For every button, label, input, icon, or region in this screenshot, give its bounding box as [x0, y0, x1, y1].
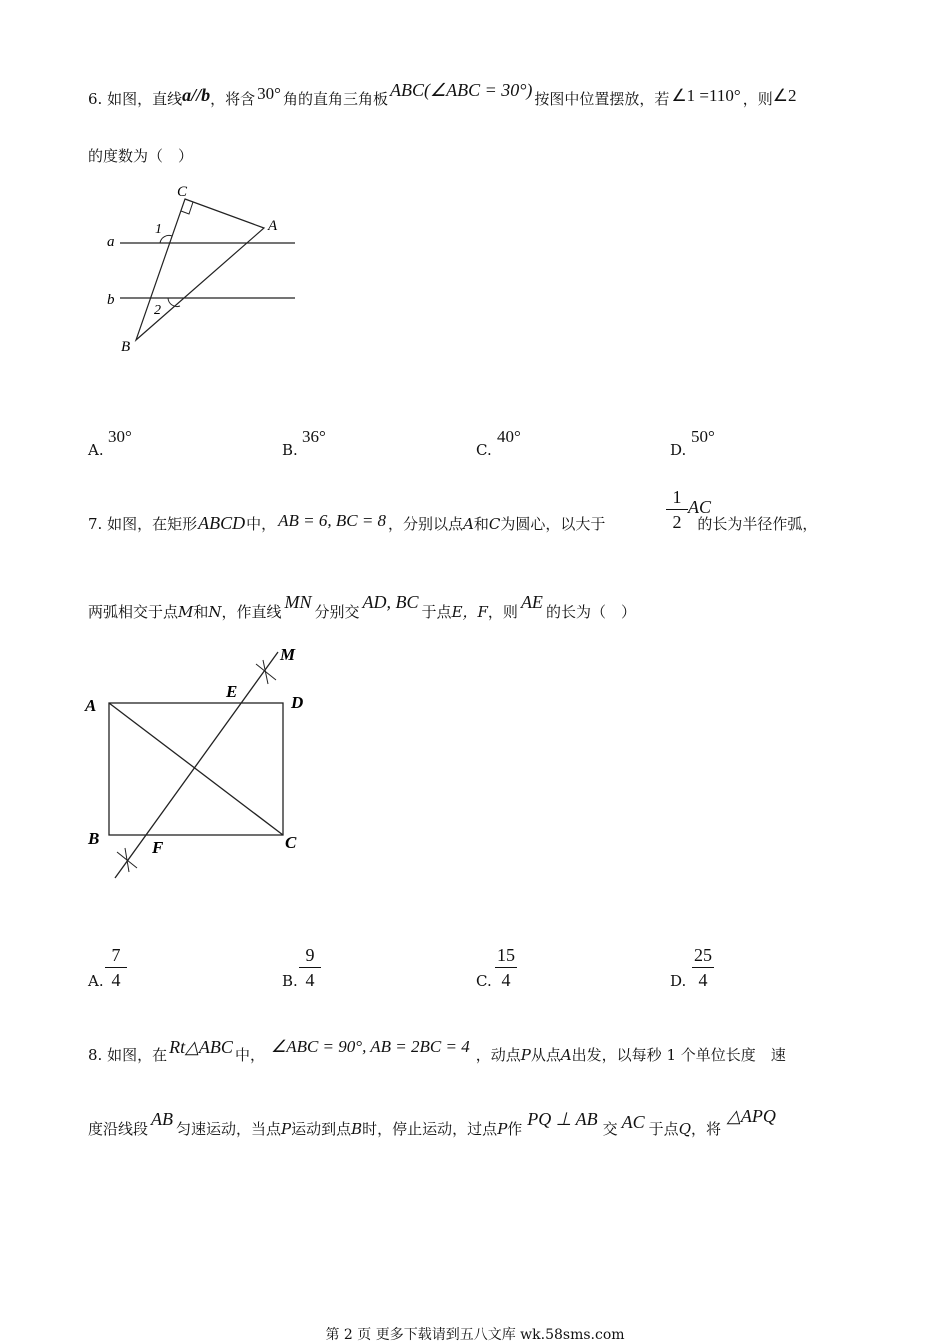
q8-point-p: P: [520, 1046, 531, 1064]
q8-text: 从点: [530, 1046, 561, 1064]
label-B: B: [121, 339, 131, 355]
q7-option-b-letter[interactable]: B.: [282, 972, 298, 990]
fraction-denominator: 4: [111, 970, 121, 990]
fraction-bar: [666, 509, 688, 510]
q8-perp: PQ ⊥ AB: [527, 1109, 598, 1129]
q6-option-a-value: 30°: [108, 427, 132, 446]
q8-text: 运动到点: [291, 1120, 352, 1138]
q7-text: ，则: [487, 603, 518, 621]
q8-ac: AC: [621, 1112, 645, 1132]
q7-text: 分别交: [314, 603, 360, 621]
label-A: A: [85, 696, 97, 715]
q7-text: 的长为（ ）: [545, 603, 636, 621]
label-b: b: [107, 292, 115, 308]
fraction-numerator: 25: [694, 945, 712, 965]
fraction-denominator: 4: [501, 970, 511, 990]
q6-stem-line2: 的度数为（ ）: [88, 147, 194, 165]
q8-stem-line1: [88, 1037, 786, 1065]
q7-points-ef: E，F: [451, 603, 488, 621]
q8-text: 8. 如图，在: [88, 1046, 168, 1064]
q8-point-p: P: [497, 1120, 508, 1138]
fraction-denominator: 2: [672, 512, 682, 532]
q8-rt-triangle: Rt△ABC: [169, 1037, 233, 1057]
q8-ab: AB: [151, 1109, 174, 1129]
q7-option-d-fraction: [690, 944, 716, 991]
q8-text: 作: [507, 1120, 523, 1138]
q6-option-c-value: 40°: [497, 427, 521, 446]
q7-point-n: N: [208, 603, 222, 621]
q8-text: 出发，以每秒 1 个单位长度 速: [571, 1046, 786, 1064]
q7-adbc: AD, BC: [362, 592, 419, 612]
q7-text: 于点: [421, 603, 452, 621]
q7-mn: MN: [284, 592, 312, 612]
q6-parallel-expr: a//b: [182, 85, 211, 105]
q6-option-a-letter[interactable]: A.: [88, 441, 104, 459]
q6-angle30: 30°: [257, 84, 281, 103]
q7-text: ，作直线: [221, 603, 282, 621]
q6-option-c-letter[interactable]: C.: [476, 441, 492, 459]
q8-text: ，将: [691, 1120, 722, 1138]
q7-text: 7. 如图，在矩形: [88, 515, 198, 533]
q7-point-a: A: [463, 515, 474, 533]
label-B: B: [88, 829, 100, 848]
q8-given: ∠ABC = 90°, AB = 2BC = 4: [270, 1037, 470, 1056]
q7-stem-line2: [88, 592, 636, 622]
q7-figure: [80, 640, 320, 890]
q7-text: 两弧相交于点: [88, 603, 179, 621]
q7-option-d-letter[interactable]: D.: [670, 972, 687, 990]
q8-text: 度沿线段: [88, 1120, 149, 1138]
q6-text: 角的直角三角板: [282, 90, 388, 108]
fraction-denominator: 4: [305, 970, 315, 990]
label-2: 2: [154, 303, 161, 318]
fraction-denominator: 4: [698, 970, 708, 990]
q7-rect-name: ABCD: [198, 513, 246, 533]
q7-text: 的长为半径作弧，: [697, 515, 818, 533]
q6-figure: [100, 180, 310, 360]
label-F: F: [152, 838, 164, 857]
q6-text: ，将含: [210, 90, 256, 108]
q7-option-c-fraction: [493, 944, 519, 991]
q7-text: 和: [193, 603, 209, 621]
q8-triangle-apq: △APQ: [727, 1106, 776, 1126]
q8-point-b: B: [351, 1120, 363, 1138]
label-1: 1: [155, 222, 162, 237]
fraction-numerator: 9: [305, 945, 315, 965]
q6-triangle-expr: ABC(∠ABC = 30°): [389, 80, 533, 100]
q6-text: ，则: [742, 90, 773, 108]
q6-text: 6. 如图，直线: [88, 90, 183, 108]
q8-text: ，动点: [475, 1046, 521, 1064]
fraction-numerator: 7: [111, 945, 121, 965]
label-C: C: [285, 833, 297, 852]
q7-point-m: M: [178, 603, 194, 621]
q7-option-b-fraction: [297, 944, 323, 991]
q8-text: 交: [602, 1120, 618, 1138]
q6-option-b-value: 36°: [302, 427, 326, 446]
q7-half-fraction: [664, 486, 690, 533]
label-A: A: [268, 218, 278, 234]
fraction-bar: [299, 967, 321, 968]
q8-stem-line2: [88, 1106, 776, 1139]
q6-angle2: ∠2: [772, 86, 797, 105]
q8-text: 匀速运动，当点: [176, 1120, 282, 1138]
fraction-bar: [495, 967, 517, 968]
fraction-bar: [105, 967, 127, 968]
q7-option-a-letter[interactable]: A.: [88, 972, 104, 990]
q7-option-c-letter[interactable]: C.: [476, 972, 492, 990]
q6-option-d-value: 50°: [691, 427, 715, 446]
q7-text: ，分别以点: [388, 515, 464, 533]
triangle-abc: [136, 199, 264, 340]
label-D: D: [291, 693, 304, 712]
q7-option-a-fraction: [103, 944, 129, 991]
q8-point-q: Q: [678, 1120, 691, 1138]
q8-text: 中，: [234, 1046, 265, 1064]
fraction-bar: [692, 967, 714, 968]
q7-ac: AC: [688, 497, 712, 517]
q7-ae: AE: [520, 592, 543, 612]
q6-angle1: ∠1 =110°: [671, 86, 741, 105]
label-C: C: [177, 184, 188, 200]
q7-text: 和: [473, 515, 489, 533]
q7-text: 中，: [246, 515, 277, 533]
q8-text: 于点: [648, 1120, 679, 1138]
q6-text: 按图中位置摆放，若: [534, 90, 670, 108]
angle2-arc: [168, 298, 180, 307]
q6-option-d-letter[interactable]: D.: [670, 441, 687, 459]
q7-text: 为圆心，以大于: [500, 515, 606, 533]
q7-given: AB = 6, BC = 8: [278, 511, 387, 530]
q7-point-c: C: [488, 515, 501, 533]
label-E: E: [226, 682, 238, 701]
q8-point-a: A: [560, 1046, 572, 1064]
fraction-numerator: 15: [497, 945, 515, 965]
label-a: a: [107, 234, 115, 250]
diagonal-ac: [109, 703, 283, 835]
line-mn: [115, 652, 278, 878]
q8-point-p: P: [281, 1120, 292, 1138]
page-footer: 第 2 页 更多下载请到五八文库 wk.58sms.com: [325, 1327, 625, 1343]
q6-stem-line1: [88, 80, 797, 109]
q8-text: 时，停止运动，过点: [362, 1120, 498, 1138]
q6-option-b-letter[interactable]: B.: [282, 441, 298, 459]
label-M: M: [280, 645, 296, 664]
fraction-numerator: 1: [672, 487, 682, 507]
